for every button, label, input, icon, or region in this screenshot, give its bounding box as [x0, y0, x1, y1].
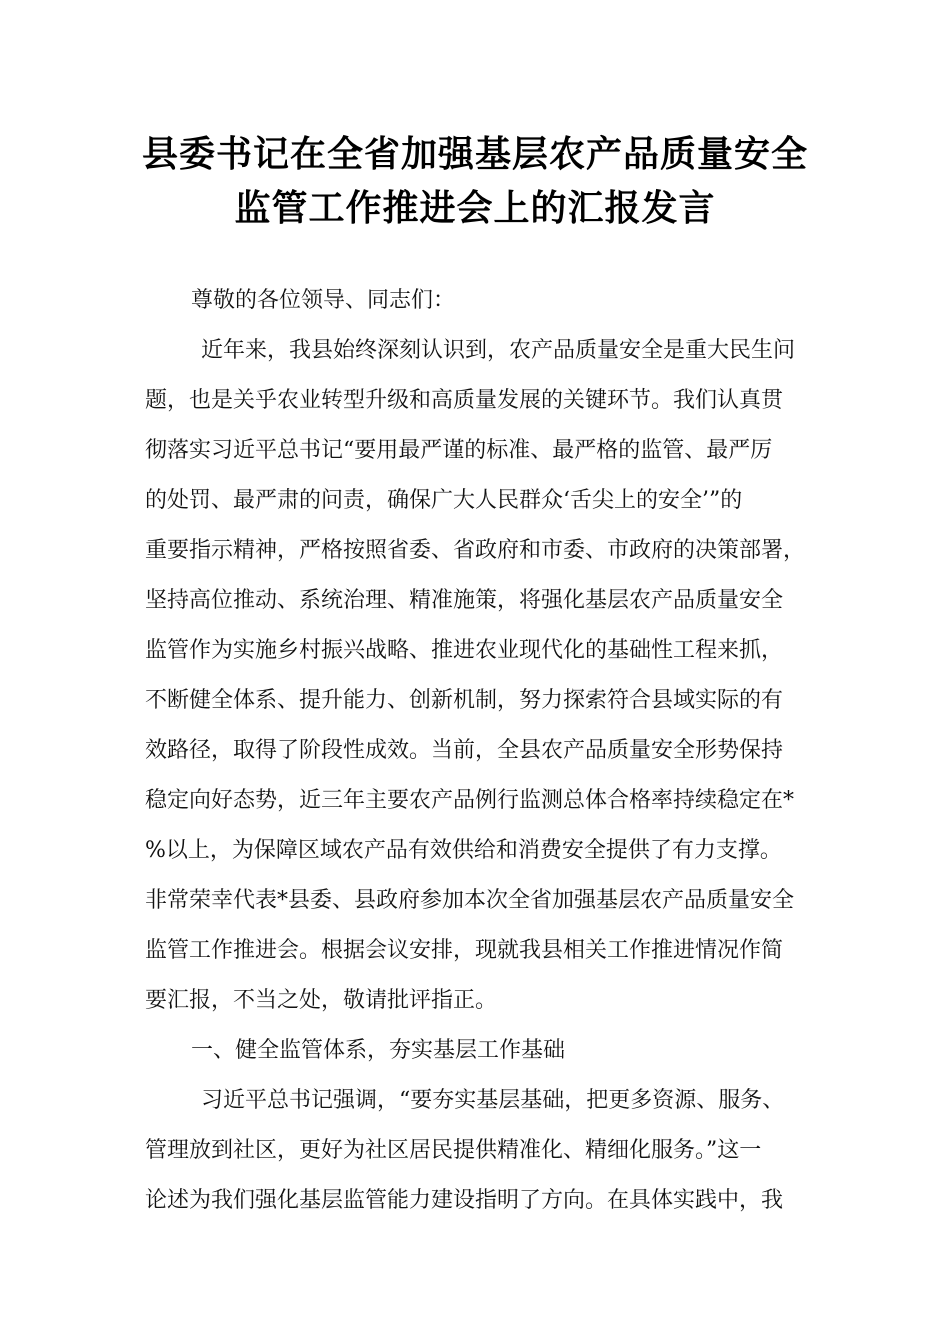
paragraph-line: %以上，为保障区域农产品有效供给和消费安全提供了有力支撑。 [145, 838, 782, 863]
paragraph-line: 彻落实习近平总书记“要用最严谨的标准、最严格的监管、最严厉 [145, 438, 773, 463]
paragraph-line: 习近平总书记强调，“要夯实基层基础，把更多资源、服务、 [201, 1088, 785, 1113]
paragraph-line: 的处罚、最严肃的问责，确保广大人民群众‘舌尖上的安全’”的 [145, 488, 743, 513]
paragraph-line: 效路径，取得了阶段性成效。当前，全县农产品质量安全形势保持 [145, 738, 784, 763]
salutation [145, 276, 815, 326]
paragraph-line: 不断健全体系、提升能力、创新机制，努力探索符合县域实际的有 [145, 688, 784, 713]
paragraph-line: 监管工作推进会。根据会议安排，现就我县相关工作推进情况作简 [145, 938, 784, 963]
paragraph-intro [145, 326, 815, 1026]
paragraph-line: 近年来，我县始终深刻认识到，农产品质量安全是重大民生问 [201, 338, 796, 363]
section-heading-1 [145, 1026, 815, 1076]
paragraph-line: 重要指示精神，严格按照省委、省政府和市委、市政府的决策部署， [145, 538, 806, 563]
paragraph-line: 监管作为实施乡村振兴战略、推进农业现代化的基础性工程来抓， [145, 638, 784, 663]
salutation-text: 尊敬的各位领导、同志们： [191, 288, 456, 313]
paragraph-line: 题，也是关乎农业转型升级和高质量发展的关键环节。我们认真贯 [145, 388, 784, 413]
section-heading-text: 一、健全监管体系，夯实基层工作基础 [191, 1038, 566, 1063]
paragraph-section1 [145, 1076, 815, 1226]
paragraph-line: 管理放到社区，更好为社区居民提供精准化、精细化服务。”这一 [145, 1138, 762, 1163]
paragraph-line: 稳定向好态势，近三年主要农产品例行监测总体合格率持续稳定在* [145, 788, 795, 813]
paragraph-line: 坚持高位推动、系统治理、精准施策，将强化基层农产品质量安全 [145, 588, 784, 613]
paragraph-line: 论述为我们强化基层监管能力建设指明了方向。在具体实践中，我 [145, 1188, 784, 1213]
paragraph-line: 非常荣幸代表*县委、县政府参加本次全省加强基层农产品质量安全 [145, 888, 795, 913]
document-title [60, 128, 890, 236]
document-body [145, 276, 815, 1226]
paragraph-line: 要汇报，不当之处，敬请批评指正。 [145, 988, 498, 1013]
title-line-2: 监管工作推进会上的汇报发言 [234, 188, 716, 229]
title-line-1: 县委书记在全省加强基层农产品质量安全 [141, 134, 808, 175]
